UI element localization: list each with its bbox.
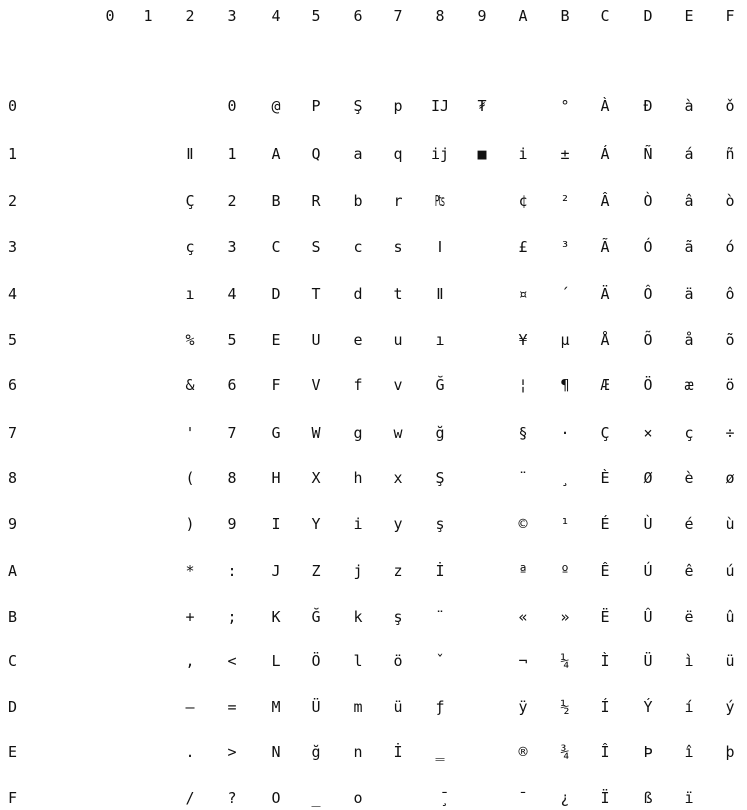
glyph-cell: ô — [725, 285, 735, 303]
glyph-cell: ½ — [560, 698, 570, 716]
glyph-cell: Ü — [311, 698, 321, 716]
glyph-cell: Ü — [643, 652, 653, 670]
glyph-cell: i — [518, 145, 528, 163]
glyph-cell: º — [560, 562, 570, 580]
glyph-cell: Ù — [643, 515, 653, 533]
glyph-cell: ° — [560, 97, 570, 115]
column-header: C — [600, 7, 610, 25]
glyph-cell: ç — [185, 238, 195, 256]
glyph-cell: â — [684, 192, 694, 210]
glyph-cell: ; — [227, 608, 237, 626]
glyph-cell: ¯ — [518, 789, 528, 807]
glyph-cell: 0 — [227, 97, 237, 115]
glyph-cell: ş — [393, 608, 403, 626]
glyph-cell: § — [518, 424, 528, 442]
glyph-cell: ë — [684, 608, 694, 626]
glyph-cell: 3 — [227, 238, 237, 256]
glyph-cell: O — [271, 789, 281, 807]
glyph-cell: ø — [725, 469, 735, 487]
glyph-cell: Þ — [643, 743, 653, 761]
glyph-cell: F — [271, 376, 281, 394]
glyph-cell: 5 — [227, 331, 237, 349]
glyph-cell: ¹ — [560, 515, 570, 533]
glyph-cell: ó — [725, 238, 735, 256]
glyph-cell: Õ — [643, 331, 653, 349]
glyph-cell: ì — [684, 652, 694, 670]
row-header: 9 — [8, 515, 18, 533]
row-header: B — [8, 608, 18, 626]
glyph-cell: ¥ — [518, 331, 528, 349]
glyph-cell: ÷ — [725, 424, 735, 442]
glyph-cell: ù — [725, 515, 735, 533]
glyph-cell: Ú — [643, 562, 653, 580]
glyph-cell: P — [311, 97, 321, 115]
glyph-cell: ( — [185, 469, 195, 487]
glyph-cell: É — [600, 515, 610, 533]
glyph-cell: n — [353, 743, 363, 761]
glyph-cell: % — [185, 331, 195, 349]
glyph-cell: N — [271, 743, 281, 761]
glyph-cell: Ⅱ — [436, 285, 444, 303]
glyph-cell: y — [393, 515, 403, 533]
glyph-cell: < — [227, 652, 237, 670]
glyph-cell: Ë — [600, 608, 610, 626]
glyph-cell: I — [271, 515, 281, 533]
glyph-cell: Û — [643, 608, 653, 626]
glyph-cell: ¾ — [560, 743, 570, 761]
glyph-cell: Đ — [643, 97, 653, 115]
glyph-cell: ǒ — [725, 97, 735, 115]
glyph-cell: í — [684, 698, 694, 716]
glyph-cell: v — [393, 376, 403, 394]
glyph-cell: © — [518, 515, 528, 533]
glyph-cell: ₮ — [477, 97, 487, 115]
glyph-cell: & — [185, 376, 195, 394]
glyph-cell: k — [353, 608, 363, 626]
glyph-cell: Ò — [643, 192, 653, 210]
glyph-cell: L — [271, 652, 281, 670]
glyph-cell: å — [684, 331, 694, 349]
glyph-cell: q — [393, 145, 403, 163]
glyph-cell: õ — [725, 331, 735, 349]
glyph-cell: ¿ — [560, 789, 570, 807]
glyph-cell: J — [271, 562, 281, 580]
glyph-cell: İ — [435, 562, 445, 580]
glyph-cell: ■ — [477, 145, 487, 163]
glyph-cell: Ş — [353, 97, 363, 115]
row-header: 4 — [8, 285, 18, 303]
glyph-cell: ´ — [560, 285, 570, 303]
row-header: 0 — [8, 97, 18, 115]
glyph-cell: ò — [725, 192, 735, 210]
glyph-cell: ± — [560, 145, 570, 163]
glyph-cell: Á — [600, 145, 610, 163]
glyph-cell: 7 — [227, 424, 237, 442]
glyph-cell: D — [271, 285, 281, 303]
glyph-cell: ö — [393, 652, 403, 670]
glyph-cell: È — [600, 469, 610, 487]
glyph-cell: IJ — [430, 97, 450, 115]
glyph-cell: Ñ — [643, 145, 653, 163]
glyph-cell: Í — [600, 698, 610, 716]
glyph-cell: e — [353, 331, 363, 349]
glyph-cell: ı — [435, 331, 445, 349]
glyph-cell: ¨ — [435, 608, 445, 626]
glyph-cell: 4 — [227, 285, 237, 303]
glyph-cell: z — [393, 562, 403, 580]
glyph-cell: Ğ — [435, 376, 445, 394]
glyph-cell: æ — [684, 376, 694, 394]
glyph-cell: V — [311, 376, 321, 394]
row-header: 3 — [8, 238, 18, 256]
column-header: 8 — [435, 7, 445, 25]
column-header: E — [684, 7, 694, 25]
glyph-cell: j — [353, 562, 363, 580]
glyph-cell: Y — [311, 515, 321, 533]
glyph-cell: Ê — [600, 562, 610, 580]
glyph-cell: X — [311, 469, 321, 487]
row-header: 8 — [8, 469, 18, 487]
column-header: 5 — [311, 7, 321, 25]
glyph-cell: 9 — [227, 515, 237, 533]
glyph-cell: ® — [518, 743, 528, 761]
glyph-cell: ¶ — [560, 376, 570, 394]
glyph-cell: ÿ — [518, 698, 528, 716]
column-header: A — [518, 7, 528, 25]
glyph-cell: S — [311, 238, 321, 256]
glyph-cell: Ý — [643, 698, 653, 716]
glyph-cell: ¦ — [518, 376, 528, 394]
glyph-cell: m — [353, 698, 363, 716]
glyph-cell: U — [311, 331, 321, 349]
glyph-cell: À — [600, 97, 610, 115]
glyph-cell: Ô — [643, 285, 653, 303]
glyph-cell: û — [725, 608, 735, 626]
glyph-cell: · — [560, 424, 570, 442]
glyph-cell: Â — [600, 192, 610, 210]
glyph-cell: u — [393, 331, 403, 349]
glyph-cell: Ä — [600, 285, 610, 303]
glyph-cell: w — [393, 424, 403, 442]
row-header: 5 — [8, 331, 18, 349]
glyph-cell: Ⅱ — [186, 145, 194, 163]
glyph-cell: Å — [600, 331, 610, 349]
glyph-cell: à — [684, 97, 694, 115]
glyph-cell: Ø — [643, 469, 653, 487]
glyph-cell: 2 — [227, 192, 237, 210]
glyph-cell: Ç — [185, 192, 195, 210]
glyph-cell: ê — [684, 562, 694, 580]
glyph-cell: î — [684, 743, 694, 761]
glyph-cell: Î — [600, 743, 610, 761]
glyph-cell: ü — [725, 652, 735, 670]
glyph-cell: . — [185, 743, 195, 761]
column-header: B — [560, 7, 570, 25]
glyph-cell: £ — [518, 238, 528, 256]
glyph-cell: Z — [311, 562, 321, 580]
glyph-cell: ij — [430, 145, 450, 163]
glyph-cell: R — [311, 192, 321, 210]
column-header: 9 — [477, 7, 487, 25]
glyph-cell: C — [271, 238, 281, 256]
glyph-cell: + — [185, 608, 195, 626]
glyph-cell: ? — [227, 789, 237, 807]
glyph-cell: ç — [684, 424, 694, 442]
glyph-cell: µ — [560, 331, 570, 349]
glyph-cell: ¤ — [518, 285, 528, 303]
glyph-cell: Æ — [600, 376, 610, 394]
glyph-cell: Ï — [600, 789, 610, 807]
glyph-cell: p — [393, 97, 403, 115]
glyph-cell — [423, 786, 457, 810]
glyph-cell: ¬ — [518, 652, 528, 670]
glyph-cell: ) — [185, 515, 195, 533]
glyph-cell: ß — [643, 789, 653, 807]
glyph-cell: l — [353, 652, 363, 670]
glyph-cell: > — [227, 743, 237, 761]
glyph-cell: á — [684, 145, 694, 163]
glyph-cell: i — [353, 515, 363, 533]
glyph-cell: » — [560, 608, 570, 626]
glyph-cell: * — [185, 562, 195, 580]
glyph-cell: g — [353, 424, 363, 442]
glyph-cell: ş — [435, 515, 445, 533]
glyph-cell: o — [353, 789, 363, 807]
glyph-cell: Ç — [600, 424, 610, 442]
glyph-cell: W — [311, 424, 321, 442]
glyph-cell: × — [643, 424, 653, 442]
glyph-cell: Ã — [600, 238, 610, 256]
glyph-cell: é — [684, 515, 694, 533]
glyph-cell: H — [271, 469, 281, 487]
glyph-cell: x — [393, 469, 403, 487]
row-header: 2 — [8, 192, 18, 210]
glyph-cell: – — [185, 698, 195, 716]
glyph-cell: Ⅰ — [437, 238, 443, 256]
glyph-cell: Ş — [435, 469, 445, 487]
glyph-cell: Ğ — [311, 608, 321, 626]
column-header: 0 — [105, 7, 115, 25]
column-header: 7 — [393, 7, 403, 25]
row-header: F — [8, 789, 18, 807]
glyph-cell: ¢ — [518, 192, 528, 210]
glyph-cell: ˇ — [435, 652, 445, 670]
glyph-cell: G — [271, 424, 281, 442]
column-header: 2 — [185, 7, 195, 25]
glyph-cell: ı — [185, 285, 195, 303]
glyph-cell: 6 — [227, 376, 237, 394]
glyph-cell: b — [353, 192, 363, 210]
glyph-cell: A — [271, 145, 281, 163]
glyph-cell: þ — [725, 743, 735, 761]
glyph-cell: ¨ — [518, 469, 528, 487]
glyph-cell: r — [393, 192, 403, 210]
column-header: D — [643, 7, 653, 25]
glyph-cell: ý — [725, 698, 735, 716]
glyph-cell: 1 — [227, 145, 237, 163]
glyph-cell: : — [227, 562, 237, 580]
glyph-cell: Ì — [600, 652, 610, 670]
column-header: 4 — [271, 7, 281, 25]
glyph-cell: ú — [725, 562, 735, 580]
glyph-cell: ü — [393, 698, 403, 716]
glyph-cell: Ó — [643, 238, 653, 256]
column-header: 1 — [143, 7, 153, 25]
row-header: D — [8, 698, 18, 716]
column-header: 3 — [227, 7, 237, 25]
glyph-cell: B — [271, 192, 281, 210]
glyph-cell: Ö — [643, 376, 653, 394]
glyph-cell: h — [353, 469, 363, 487]
glyph-cell: M — [271, 698, 281, 716]
glyph-cell: @ — [271, 97, 281, 115]
glyph-cell: T — [311, 285, 321, 303]
glyph-cell: d — [353, 285, 363, 303]
glyph-cell: Ö — [311, 652, 321, 670]
glyph-cell: ö — [725, 376, 735, 394]
glyph-cell: è — [684, 469, 694, 487]
column-header: F — [725, 7, 735, 25]
row-header: E — [8, 743, 18, 761]
glyph-cell: ğ — [435, 424, 445, 442]
glyph-cell: ã — [684, 238, 694, 256]
glyph-cell: a — [353, 145, 363, 163]
glyph-cell: f — [353, 376, 363, 394]
row-header: C — [8, 652, 18, 670]
glyph-cell: ³ — [560, 238, 570, 256]
glyph-cell: = — [227, 698, 237, 716]
glyph-cell: 8 — [227, 469, 237, 487]
glyph-cell: ñ — [725, 145, 735, 163]
glyph-cell: İ — [393, 743, 403, 761]
glyph-cell: ğ — [311, 743, 321, 761]
glyph-cell: ä — [684, 285, 694, 303]
glyph-cell: c — [353, 238, 363, 256]
glyph-cell: ¸ — [560, 469, 570, 487]
glyph-cell: ¼ — [560, 652, 570, 670]
row-header: 6 — [8, 376, 18, 394]
glyph-cell: ª — [518, 562, 528, 580]
glyph-cell: ' — [185, 424, 195, 442]
glyph-cell: ‗ — [435, 743, 445, 761]
glyph-cell: ï — [684, 789, 694, 807]
column-header: 6 — [353, 7, 363, 25]
glyph-cell: K — [271, 608, 281, 626]
glyph-cell: t — [393, 285, 403, 303]
glyph-cell: « — [518, 608, 528, 626]
glyph-cell: ƒ — [435, 698, 445, 716]
glyph-cell: ² — [560, 192, 570, 210]
row-header: A — [8, 562, 18, 580]
glyph-cell: s — [393, 238, 403, 256]
glyph-cell: Q — [311, 145, 321, 163]
row-header: 7 — [8, 424, 18, 442]
glyph-cell: ₧ — [435, 192, 445, 210]
glyph-cell: E — [271, 331, 281, 349]
row-header: 1 — [8, 145, 18, 163]
glyph-cell: , — [185, 652, 195, 670]
glyph-cell: _ — [311, 789, 321, 807]
glyph-cell: / — [185, 789, 195, 807]
